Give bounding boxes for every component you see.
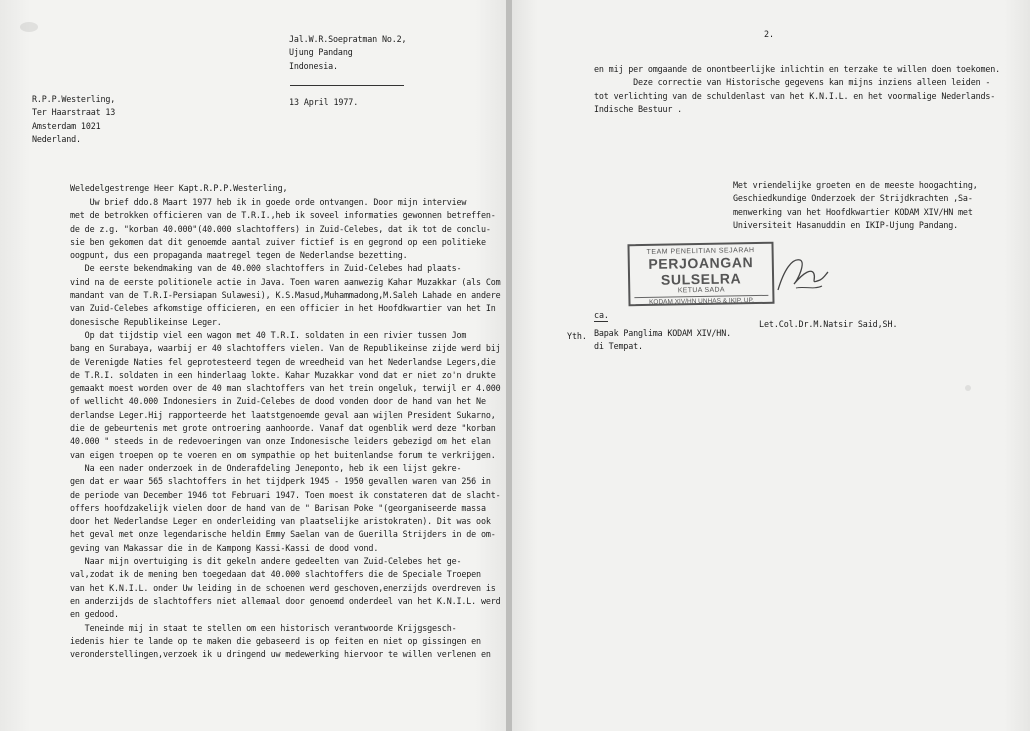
body-line: de de z.g. "korban 40.000"(40.000 slachtoffers) in Zuid-Celebes, dat ik tot de conclu- bbox=[70, 223, 491, 234]
body-line: gen dat er waar 565 slachtoffers in het tijdperk 1945 - 1950 gevallen waren van 256 in bbox=[70, 476, 491, 487]
official-stamp bbox=[627, 242, 774, 307]
body-line: door het Nederlandse Leger en onderleiding van plaatselijke aristokraten). Dit was ook bbox=[70, 516, 491, 527]
stamp-line: KETUA SADA bbox=[677, 286, 725, 295]
address-line: Ujung Pandang bbox=[289, 47, 353, 58]
recipient-line: R.P.P.Westerling, bbox=[32, 94, 116, 104]
body-line: Teneinde mij in staat te stellen om een historisch verantwoorde Krijgsgesch- bbox=[70, 622, 457, 633]
body-line: mandant van de T.R.I-Persiapan Sulawesi), K.S.Masud,Muhammadong,M.Saleh Lahade en andere bbox=[70, 290, 501, 301]
body-line: Op dat tijdstip viel een wagon met 40 T.R.I. soldaten in een rivier tussen Jom bbox=[70, 329, 467, 340]
body-line: De eerste bekendmaking van de 40.000 slachtoffers in Zuid-Celebes had plaats- bbox=[70, 263, 462, 274]
addressee-line: Bapak Panglima KODAM XIV/HN. bbox=[594, 328, 731, 338]
body-line: oogpunt, dus een propaganda maatregel tegen de Nederlandse bezetting. bbox=[70, 250, 408, 261]
body-line: met de betrokken officieren van de T.R.I.,heb ik soveel informaties gewonnen betreffen- bbox=[70, 210, 496, 221]
stamp-line: KODAM XIV/HN UNHAS & IKIP. UP. bbox=[634, 295, 768, 306]
handwritten-signature bbox=[770, 250, 830, 300]
body-line: Na een nader onderzoek in de Onderafdeling Jeneponto, heb ik een lijst gekre- bbox=[70, 462, 462, 473]
sender-address bbox=[289, 33, 406, 73]
recipient-address bbox=[32, 93, 115, 146]
body-line: tot verlichting van de schuldenlast van het K.N.I.L. en het voormalige Nederlands- bbox=[594, 90, 996, 101]
address-line: Jal.W.R.Soepratman No.2, bbox=[289, 34, 407, 44]
recipient-line: Nederland. bbox=[32, 133, 81, 144]
body-line: derlandse Leger.Hij rapporteerde het laatstgenoemde geval aan wijlen President Sukarno, bbox=[70, 409, 496, 420]
body-line: Naar mijn overtuiging is dit gekeln andere gedeelten van Zuid-Celebes het ge- bbox=[70, 556, 462, 567]
closing-line: Met vriendelijke groeten en de meeste hoogachting, bbox=[733, 180, 978, 190]
letter-body bbox=[70, 196, 501, 661]
stamp-line: TEAM PENELITIAN SEJARAH bbox=[646, 247, 755, 256]
recipient-line: Amsterdam 1021 bbox=[32, 120, 101, 131]
stamp-line: PERJOANGAN SULSELRA bbox=[648, 254, 754, 288]
body-line: en mij per omgaande de onontbeerlijke inlichtin en terzake te willen doen toekomen. bbox=[594, 64, 1001, 74]
body-line: gemaakt moest worden over de 40 man slachtoffers van het trein ongeluk, terwijl er 4.000 bbox=[70, 383, 501, 394]
body-line: donesische Republikeinse Leger. bbox=[70, 316, 222, 327]
closing-line: Universiteit Hasanuddin en IKIP-Ujung Pandang. bbox=[733, 219, 959, 230]
body-line: offers hoofdzakelijk vielen door de hand van de " Barisan Poke "(georganiseerde massa bbox=[70, 502, 486, 513]
recipient-line: Ter Haarstraat 13 bbox=[32, 107, 116, 118]
addressee-block bbox=[594, 327, 731, 354]
body-line: van het K.N.I.L. onder Uw leiding in de schoenen werd geschoven,enerzijds overdreven is bbox=[70, 582, 496, 593]
body-line: van Zuid-Celebes afkomstige officieren, en een officier in het Hoofdkwartier van het In bbox=[70, 303, 496, 314]
signatory-name: Let.Col.Dr.M.Natsir Said,SH. bbox=[759, 319, 898, 329]
body-line: iedenis hier te lande op te maken die gebaseerd is op feiten en niet op gissingen en bbox=[70, 635, 481, 646]
body-line: veronderstellingen,verzoek ik u dringend uw medewerking hiervoor te willen verlenen en bbox=[70, 649, 491, 660]
body-line: sie ben gekomen dat dit genoemde aantal zuiver fictief is en gegrond op een politieke bbox=[70, 236, 486, 247]
body-line: van eigen troepen op te voeren en om sympathie op het buitenlandse forum te verkrijgen. bbox=[70, 449, 496, 460]
body-line: de T.R.I. soldaten in een hinderlaag lokte. Kahar Muzakkar vond dat er niet zo'n drukte bbox=[70, 369, 496, 380]
paper-speck bbox=[965, 385, 971, 391]
body-line: 40.000 " steeds in de redevoeringen van onze Indonesische leiders gebezigd om het elan bbox=[70, 436, 491, 447]
cc-underline bbox=[594, 321, 608, 322]
paper-speck bbox=[20, 22, 38, 32]
body-line: val,zodat ik de mening ben toegedaan dat 40.000 slachtoffers die de Speciale Troepen bbox=[70, 569, 481, 580]
address-line: Indonesia. bbox=[289, 60, 338, 71]
addressee-line: di Tempat. bbox=[594, 341, 643, 352]
yth-label: Yth. bbox=[567, 331, 587, 341]
address-rule bbox=[290, 85, 404, 86]
closing-line: Geschiedkundige Onderzoek der Strijdkrachten ,Sa- bbox=[733, 193, 973, 204]
body-line: die de gebeurtenis met grote ontroering aanhoorde. Vanaf dat ogenblik werd deze "korban bbox=[70, 423, 496, 434]
letter-body-continued bbox=[594, 63, 1000, 116]
salutation: Weledelgestrenge Heer Kapt.R.P.P.Westerling, bbox=[70, 183, 288, 193]
closing-line: menwerking van het Hoofdkwartier KODAM XIV/HN met bbox=[733, 206, 973, 217]
body-line: Indische Bestuur . bbox=[594, 103, 683, 114]
closing-block bbox=[733, 179, 978, 232]
body-line: en gedood. bbox=[70, 609, 119, 620]
body-line: de Verenigde Naties fel geprotesteerd tegen de wreedheid van het Nederlandse Legers,die bbox=[70, 356, 496, 367]
letter-date: 13 April 1977. bbox=[289, 97, 359, 107]
cc-label: ca. bbox=[594, 310, 609, 320]
body-line: en anderzijds de slachtoffers niet allemaal door genoemd onderdeel van het K.N.I.L. werd bbox=[70, 595, 501, 606]
body-line: Uw brief ddo.8 Maart 1977 heb ik in goede orde ontvangen. Door mijn interview bbox=[70, 197, 467, 207]
body-line: Deze correctie van Historische gegevens kan mijns inziens alleen leiden - bbox=[594, 77, 991, 88]
body-line: het geval met onze legendarische heldin Emmy Saelan van de Guerilla Strijders in de om- bbox=[70, 529, 496, 540]
body-line: geving van Makassar die in de Kampong Kassi-Kassi de dood vond. bbox=[70, 542, 379, 553]
body-line: de periode van December 1946 tot Februari 1947. Toen moest ik constateren dat de slacht- bbox=[70, 489, 501, 500]
body-line: vind na de eerste politionele actie in Java. Toen waren aanwezig Kahar Muzakkar (als Com bbox=[70, 276, 501, 287]
body-line: of wellicht 40.000 Indonesiers in Zuid-Celebes de dood vonden door de hand van het Ne bbox=[70, 396, 486, 407]
body-line: bang en Surabaya, waarbij er 40 slachtoffers vielen. Van de Republikeinse zijde werd bij bbox=[70, 343, 501, 354]
page-number: 2. bbox=[764, 29, 774, 39]
